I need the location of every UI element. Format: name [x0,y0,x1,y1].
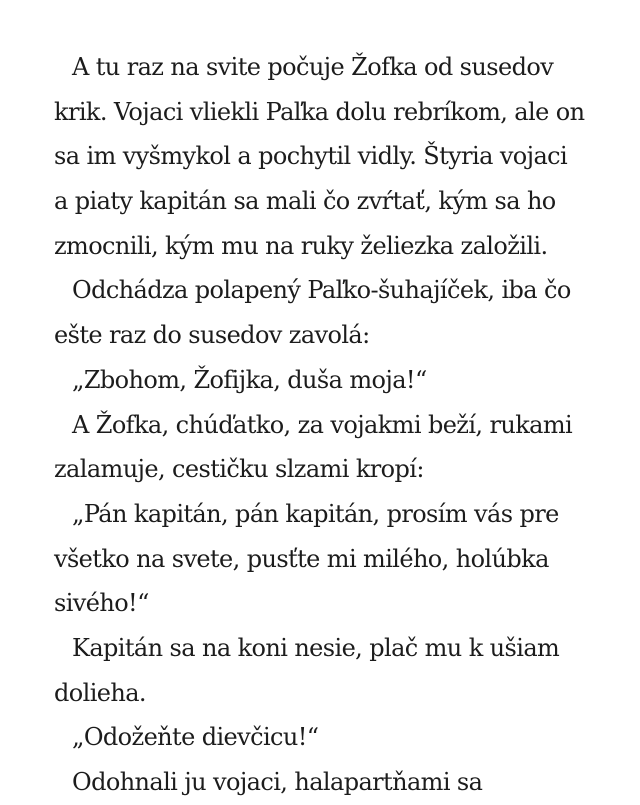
text-line: sa im vyšmykol a pochytil vidly. Štyria vojaci [54,142,568,171]
text-line: dolieha. [54,678,146,707]
text-line: zalamuje, cestičku slzami kropí: [54,455,424,484]
text-line: A tu raz na svite počuje Žofka od susedov [72,53,554,81]
text-line: zmocnili, kým mu na ruky želiezka založili. [54,231,548,260]
text-line: Kapitán sa na koni nesie, plač mu k ušiam [72,633,560,662]
text-line: „Odožeňte dievčicu!“ [72,723,319,752]
text-line: „Zbohom, Žofijka, duša moja!“ [72,365,427,394]
page-text [54,45,614,805]
text-line: sivého!“ [54,589,149,618]
text-line: Odchádza polapený Paľko-šuhajíček, iba čo [72,276,571,305]
text-line: A Žofka, chúďatko, za vojakmi beží, rukami [72,410,573,439]
text-line: Odohnali ju vojaci, halapartňami sa [72,768,483,796]
text-line: „Pán kapitán, pán kapitán, prosím vás pre [72,499,559,528]
text-line: a piaty kapitán sa mali čo zvŕtať, kým sa ho [54,187,556,216]
text-line: krik. Vojaci vliekli Paľka dolu rebríkom, ale on [54,97,585,126]
text-line: ešte raz do susedov zavolá: [54,321,370,350]
text-line: všetko na svete, pusťte mi milého, holúbka [54,544,549,573]
